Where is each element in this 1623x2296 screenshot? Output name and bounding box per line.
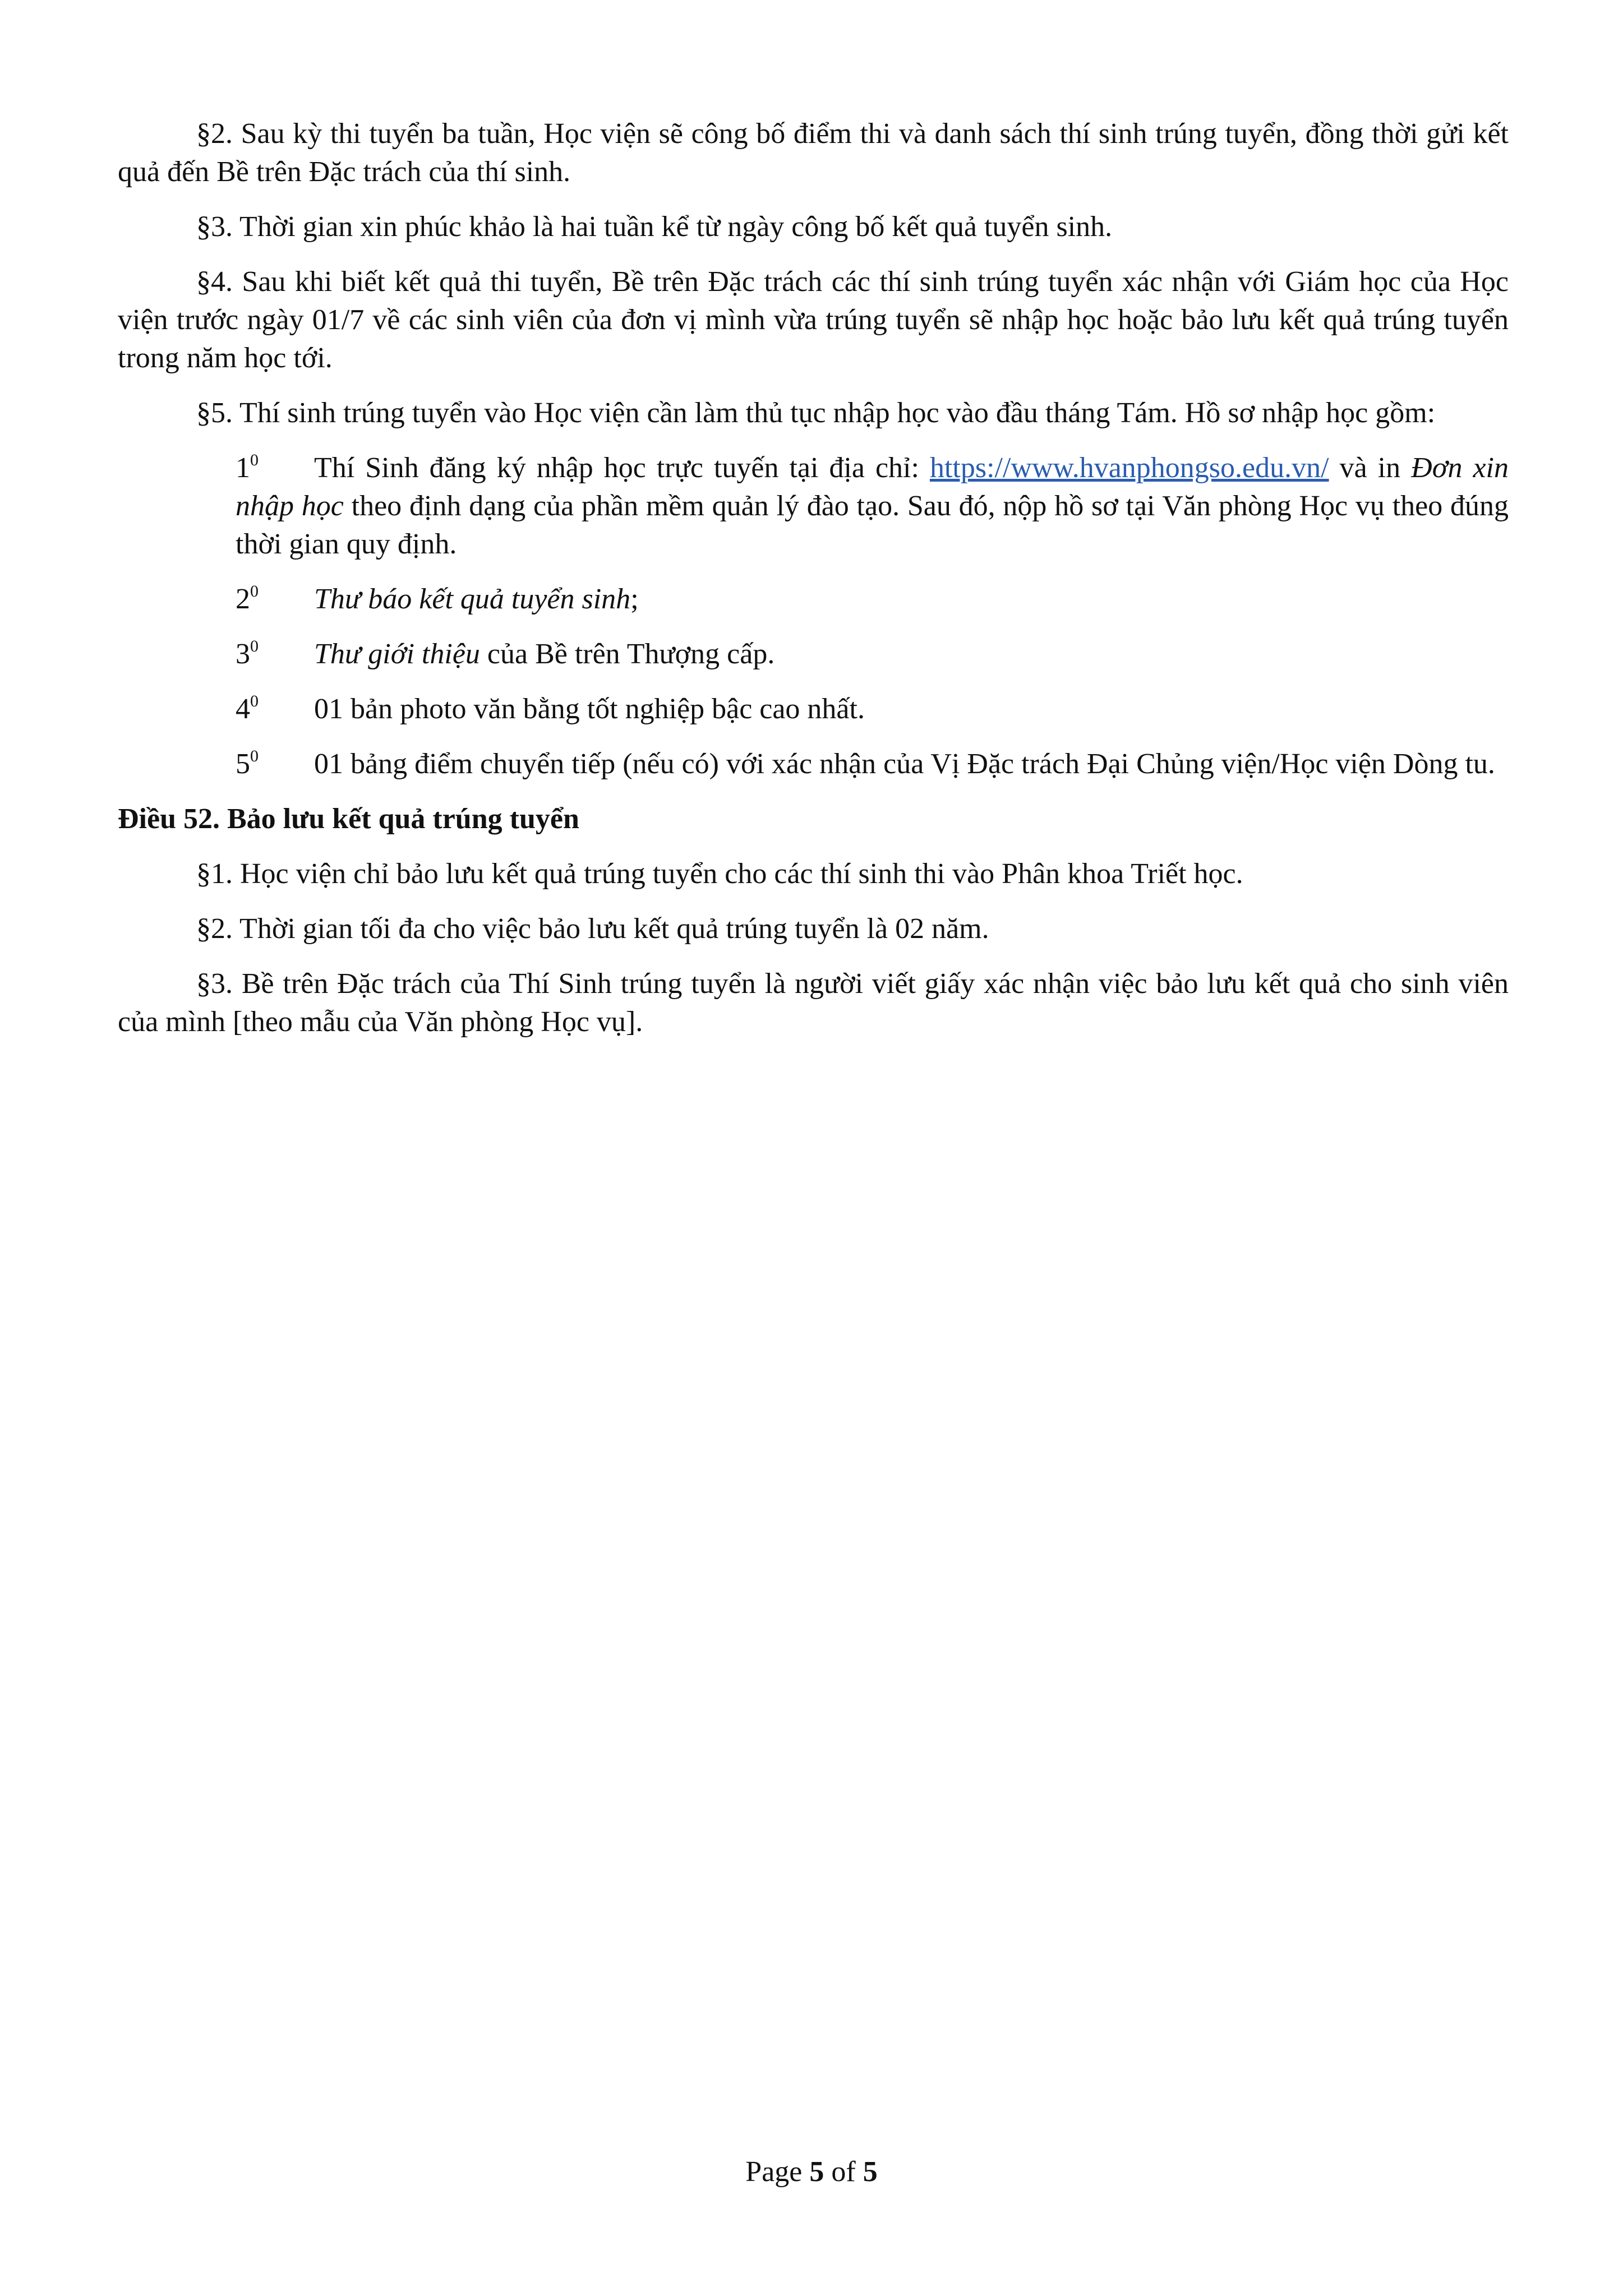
paragraph-s5: §5. Thí sinh trúng tuyển vào Học viện cần làm thủ tục nhập học vào đầu tháng Tám. Hồ sơ nhập học gồm: — [196, 397, 1436, 429]
article-52-s3: §3. Bề trên Đặc trách của Thí Sinh trúng tuyển là người viết giấy xác nhận việc bảo lưu kết quả cho sinh viên của mình [theo mẫu của Văn phòng Học vụ]. — [118, 968, 1509, 1038]
enrollment-documents-list — [118, 449, 1509, 783]
list-number-5: $5^0$ — [236, 747, 259, 780]
page-current: 5 — [809, 2156, 824, 2188]
list-item-3-italic: Thư giới thiệu — [314, 638, 480, 670]
list-item-2-text: ; — [630, 583, 639, 615]
list-item-4-text: 01 bản photo văn bằng tốt nghiệp bậc cao nhất. — [314, 693, 865, 725]
list-item-3-text: của Bề trên Thượng cấp. — [479, 638, 775, 670]
list-item-3 — [236, 635, 1509, 673]
page-of: of — [824, 2156, 863, 2188]
registration-link[interactable]: https://www.hvanphongso.edu.vn/ — [929, 452, 1329, 484]
article-52-s2: §2. Thời gian tối đa cho việc bảo lưu kết quả trúng tuyển là 02 năm. — [196, 913, 989, 945]
paragraph-s2: §2. Sau kỳ thi tuyển ba tuần, Học viện sẽ công bố điểm thi và danh sách thí sinh trúng tuyển, đồng thời gửi kết quả đến Bề trên Đặc trách của thí sinh. — [118, 118, 1509, 188]
list-item-5 — [236, 745, 1509, 783]
page-label: Page — [745, 2156, 810, 2188]
page-total: 5 — [863, 2156, 878, 2188]
list-item-4 — [236, 690, 1509, 728]
paragraph-s4: §4. Sau khi biết kết quả thi tuyển, Bề trên Đặc trách các thí sinh trúng tuyển xác nhận với Giám học của Học viện trước ngày 01/7 về các sinh viên của đơn vị mình vừa trúng tuyển sẽ nhập học hoặc bảo lưu kết quả trúng tuyển trong năm học tới. — [118, 266, 1509, 374]
page-footer — [0, 2153, 1623, 2191]
list-number-4: $4^0$ — [236, 692, 259, 725]
list-item-2 — [236, 580, 1509, 618]
list-item-5-text: 01 bảng điểm chuyển tiếp (nếu có) với xác nhận của Vị Đặc trách Đại Chủng viện/Học viện Dòng tu. — [314, 748, 1495, 780]
list-item-1-italic: Đơn xin nhập học — [236, 452, 1509, 522]
list-number-1: $1^0$ — [236, 451, 259, 484]
list-item-1-text-c: theo định dạng của phần mềm quản lý đào tạo. Sau đó, nộp hồ sơ tại Văn phòng Học vụ theo đúng thời gian quy định. — [236, 490, 1509, 560]
list-item-1-text-a: Thí Sinh đăng ký nhập học trực tuyến tại địa chỉ: — [314, 452, 930, 484]
list-number-3: $3^0$ — [236, 637, 259, 670]
list-item-2-italic: Thư báo kết quả tuyển sinh — [314, 583, 631, 615]
paragraph-s3: §3. Thời gian xin phúc khảo là hai tuần kể từ ngày công bố kết quả tuyển sinh. — [196, 211, 1113, 243]
document-page — [118, 115, 1509, 1058]
list-item-1 — [236, 449, 1509, 563]
list-item-1-text-b: và in — [1329, 452, 1412, 484]
article-52-heading: Điều 52. Bảo lưu kết quả trúng tuyển — [118, 803, 579, 835]
list-number-2: $2^0$ — [236, 582, 259, 615]
article-52-s1: §1. Học viện chỉ bảo lưu kết quả trúng tuyển cho các thí sinh thi vào Phân khoa Triết học. — [196, 858, 1243, 890]
